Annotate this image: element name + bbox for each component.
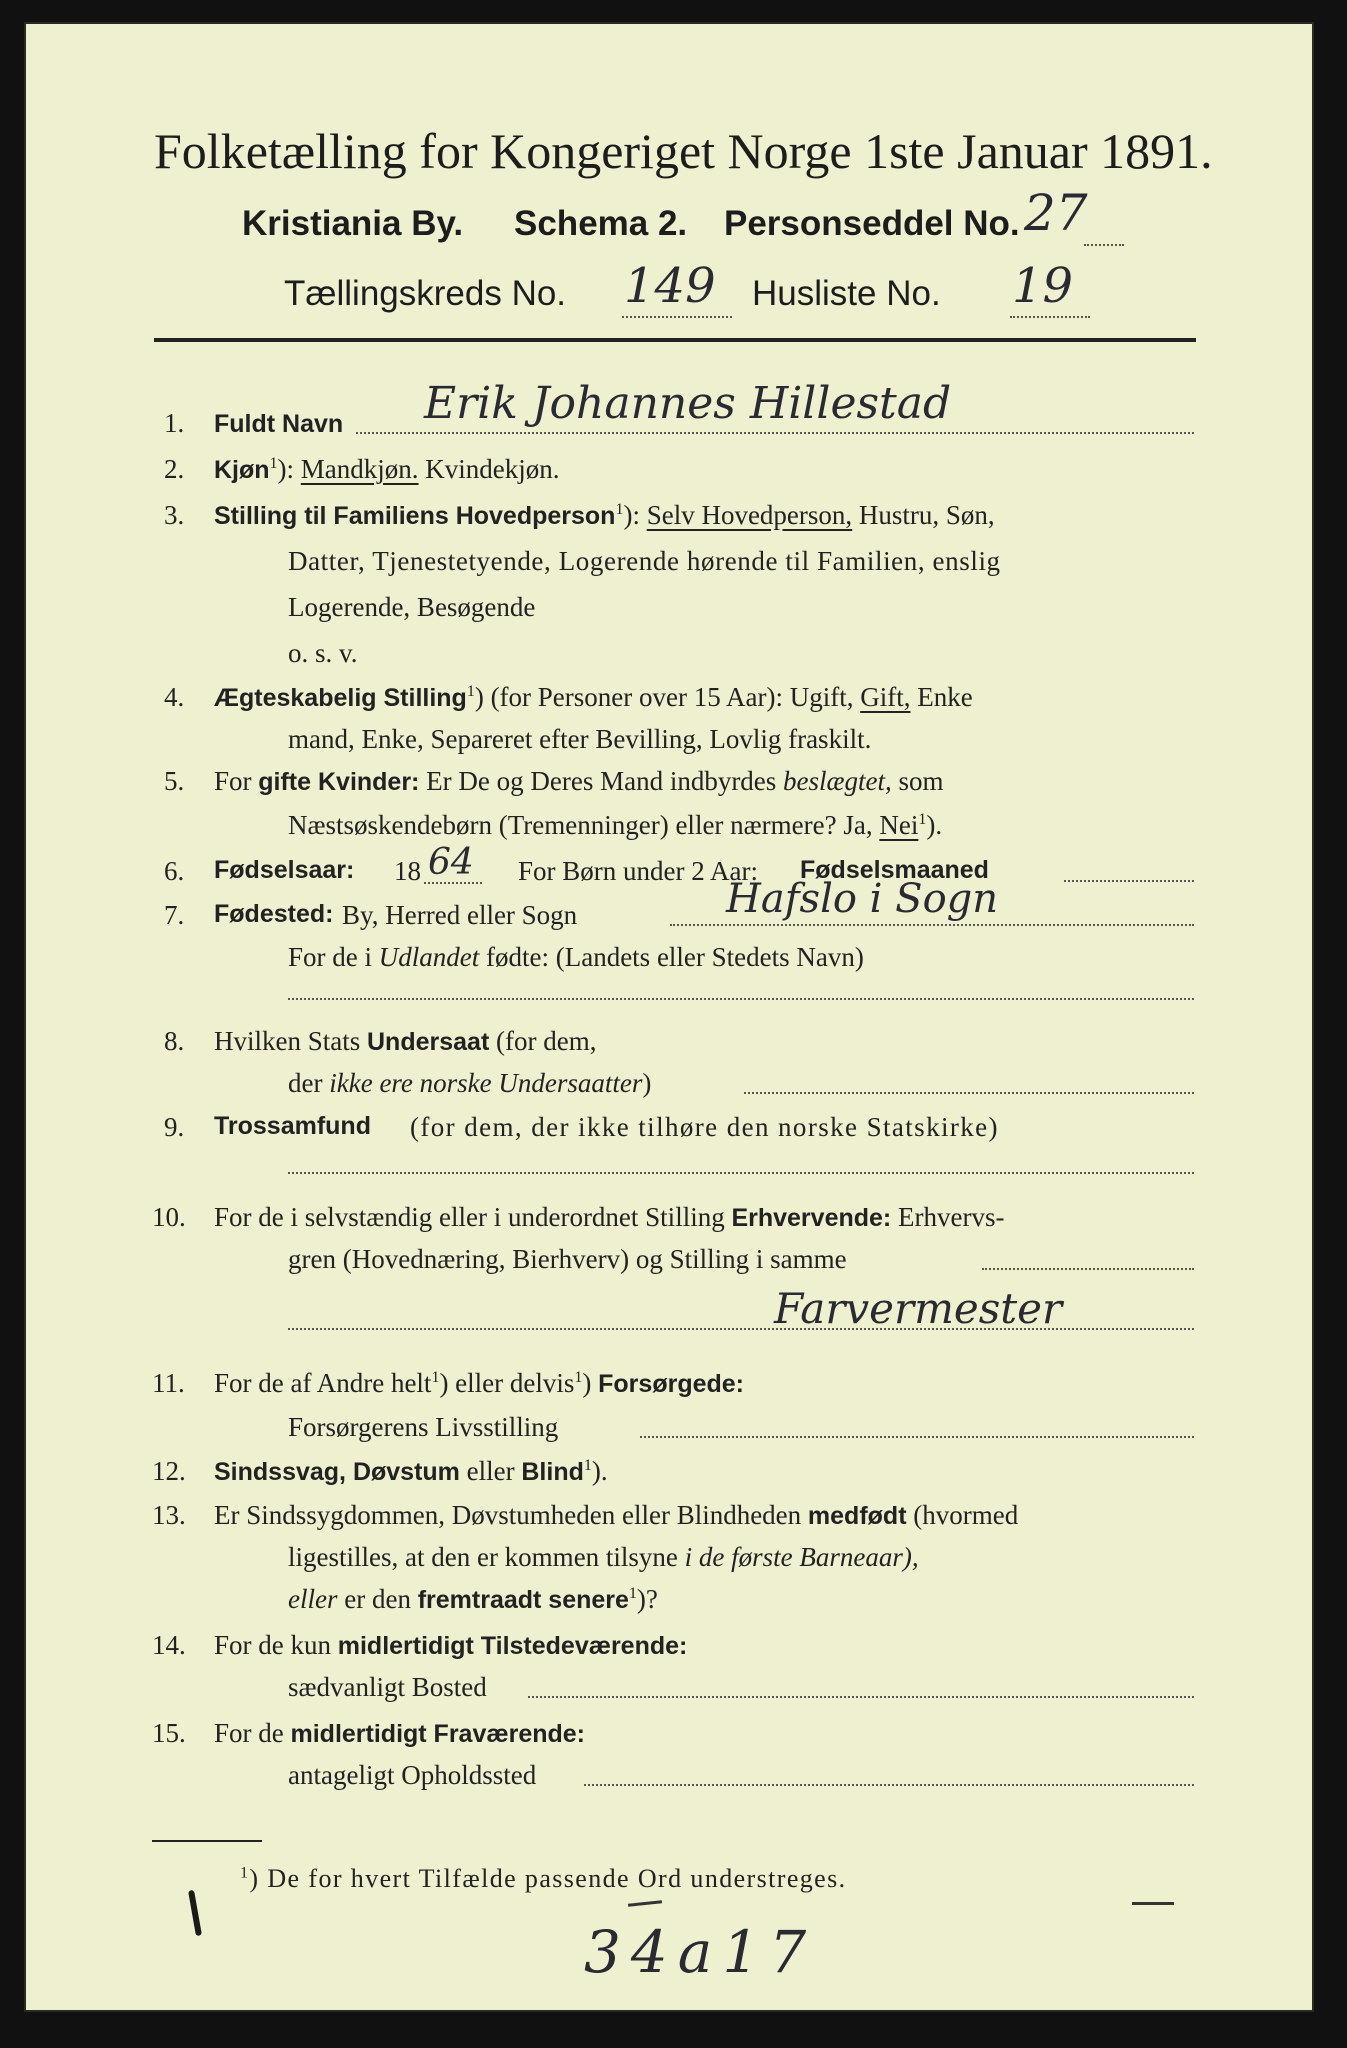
- footnote-ref: 1: [918, 811, 927, 828]
- item-7-foreign-pre: For de i: [288, 942, 372, 972]
- footnote: [240, 1864, 847, 1894]
- form-title: Folketælling for Kongeriget Norge 1ste Januar 1891.: [154, 123, 1213, 179]
- item-13-number: 13.: [152, 1500, 186, 1530]
- item-5-related: beslægtet,: [783, 766, 892, 796]
- birth-month-label: Fødselsmaaned: [800, 856, 989, 884]
- footnote-ref: 1: [615, 501, 624, 518]
- item-12-close: ).: [591, 1456, 608, 1486]
- sex-colon: ):: [277, 454, 295, 484]
- item-8-post: (for dem,: [496, 1026, 597, 1056]
- item-13-pre: Er Sindssygdommen, Døvstumheden eller Blindheden: [214, 1500, 802, 1530]
- item-7-line-2: [288, 942, 864, 973]
- item-5-close: ).: [926, 810, 943, 840]
- footnote-sup: 1: [240, 1864, 250, 1882]
- item-13-or: eller: [288, 1584, 338, 1614]
- item-2-number: 2.: [164, 454, 185, 484]
- item-8-close: ): [642, 1068, 652, 1098]
- header-rule: [154, 338, 1196, 342]
- husliste-label: Husliste No.: [752, 274, 941, 313]
- item-3-line-4: o. s. v.: [288, 638, 358, 668]
- item-3-line-1: [214, 500, 995, 531]
- family-position-label: Stilling til Familiens Hovedperson: [214, 502, 616, 530]
- family-position-head: Selv Hovedperson,: [646, 500, 853, 530]
- footnote-text: ) De for hvert Tilfælde passende Ord understreges.: [249, 1864, 847, 1893]
- item-10-number: 10.: [152, 1202, 186, 1232]
- item-14-number: 14.: [152, 1630, 186, 1660]
- pencil-mark-center: [628, 1900, 662, 1907]
- archive-number: 34a17: [584, 1918, 817, 1986]
- item-15-line-1: [214, 1718, 585, 1749]
- item-1-number: 1.: [164, 408, 185, 438]
- insane-deaf-label: Sindssvag, Døvstum: [214, 1458, 460, 1486]
- item-11-line-2: Forsørgerens Livsstilling: [288, 1412, 559, 1442]
- item-13-line-2: [288, 1542, 919, 1573]
- item-13-line-2-pre: ligestilles, at den er kommen tilsyne: [288, 1542, 678, 1572]
- item-5-end: som: [898, 766, 944, 796]
- item-7-foreign-post: fødte: (Landets eller Stedets Navn): [486, 942, 864, 972]
- footnote-ref: 1: [466, 683, 475, 700]
- item-8-pre: Hvilken Stats: [214, 1026, 361, 1056]
- item-15-pre: For de: [214, 1718, 284, 1748]
- sex-label: Kjøn: [214, 456, 270, 484]
- footnote-ref: 1: [431, 1369, 440, 1386]
- blind-label: Blind: [521, 1458, 584, 1486]
- item-8-line-1: [214, 1026, 596, 1057]
- item-9-number: 9.: [164, 1112, 185, 1142]
- marital-status-married: Gift,: [860, 682, 911, 712]
- full-name-answer: Erik Johannes Hillestad: [424, 378, 952, 429]
- married-women-label: gifte Kvinder:: [258, 768, 420, 796]
- footnote-ref: 1: [574, 1369, 583, 1386]
- marital-status-text: ) (for Personer over 15 Aar): Ugift,: [474, 682, 854, 712]
- item-3-line-2: Datter, Tjenestetyende, Logerende hørende til Familien, enslig: [288, 546, 1001, 576]
- footnote-ref: 1: [583, 1457, 592, 1474]
- schema-label: Schema 2.: [514, 204, 688, 243]
- city-label: Kristiania By.: [242, 204, 464, 243]
- supported-label: Forsørgede:: [598, 1370, 744, 1398]
- citizenship-label: Undersaat: [367, 1028, 490, 1056]
- temporarily-absent-label: midlertidigt Fraværende:: [290, 1720, 585, 1748]
- item-3-number: 3.: [164, 500, 185, 530]
- item-15-line-2: antageligt Opholdssted: [288, 1760, 537, 1790]
- item-13-close: )?: [636, 1584, 658, 1614]
- item-4-line-1: [214, 682, 973, 713]
- item-10-line-2: gren (Hovednæring, Bierhverv) og Stilling i samme: [288, 1244, 847, 1274]
- census-form: [24, 22, 1314, 2012]
- item-5-text: Er De og Deres Mand indbyrdes: [426, 766, 777, 796]
- item-5-line-1: [214, 766, 944, 797]
- item-8-line-2-pre: der: [288, 1068, 323, 1098]
- item-5-line-2: [288, 810, 942, 841]
- temporarily-present-label: midlertidigt Tilstedeværende:: [337, 1632, 688, 1660]
- family-position-other: Hustru, Søn,: [858, 500, 995, 530]
- family-position-colon: ):: [623, 500, 640, 530]
- item-4-line-2: mand, Enke, Separeret efter Bevilling, Lovlig fraskilt.: [288, 724, 872, 754]
- item-8-line-2: [288, 1068, 651, 1099]
- item-2-line: [214, 454, 560, 485]
- item-5-pre: For: [214, 766, 252, 796]
- pencil-mark-right: [1132, 1902, 1174, 1905]
- item-12-number: 12.: [152, 1456, 186, 1486]
- item-13-is: er den: [344, 1584, 411, 1614]
- birthplace-label: Fødested:: [214, 900, 334, 928]
- item-13-line-3: [288, 1584, 658, 1615]
- pencil-mark-left: [188, 1890, 202, 1936]
- item-10-pre: For de i selvstændig eller i underordnet Stilling: [214, 1202, 725, 1232]
- later-onset-label: fremtraadt senere: [417, 1586, 629, 1614]
- item-8-foreign: ikke ere norske Undersaatter: [329, 1068, 643, 1098]
- religion-label: Trossamfund: [214, 1112, 371, 1140]
- birth-year-label: Fødselsaar:: [214, 856, 355, 884]
- item-7-foreign: Udlandet: [378, 942, 480, 972]
- item-8-number: 8.: [164, 1026, 185, 1056]
- item-13-line-1: [214, 1500, 1018, 1531]
- item-12-mid: eller: [466, 1456, 515, 1486]
- item-5-question: Næstsøskendebørn (Tremenninger) eller nærmere? Ja,: [288, 810, 873, 840]
- birth-year-prefix: 18: [394, 856, 421, 886]
- item-5-number: 5.: [164, 766, 185, 796]
- item-11-pre: For de af Andre helt: [214, 1368, 432, 1398]
- personseddel-number: 27: [1024, 184, 1088, 242]
- item-14-pre: For de kun: [214, 1630, 331, 1660]
- marital-status-label: Ægteskabelig Stilling: [214, 684, 467, 712]
- item-10-post: Erhvervs-: [898, 1202, 1005, 1232]
- item-14-line-2: sædvanligt Bosted: [288, 1672, 487, 1702]
- occupation-label: Erhvervende:: [731, 1204, 892, 1232]
- footnote-ref: 1: [269, 455, 278, 472]
- personseddel-label: Personseddel No.: [724, 204, 1020, 243]
- birthplace-answer: Hafslo i Sogn: [726, 876, 999, 922]
- birthplace-text: By, Herred eller Sogn: [342, 900, 578, 930]
- item-13-childhood: i de første Barneaar),: [684, 1542, 919, 1572]
- item-13-post: (hvormed: [913, 1500, 1019, 1530]
- item-12-line: [214, 1456, 608, 1487]
- occupation-answer: Farvermester: [774, 1284, 1063, 1333]
- marital-status-widower: Enke: [917, 682, 973, 712]
- item-3-line-3: Logerende, Besøgende: [288, 592, 536, 622]
- sex-option-female: Kvindekjøn.: [425, 454, 560, 484]
- footnote-ref: 1: [628, 1585, 637, 1602]
- kreds-label: Tællingskreds No.: [284, 274, 567, 313]
- item-14-line-1: [214, 1630, 687, 1661]
- item-11-line-1: [214, 1368, 744, 1399]
- husliste-number: 19: [1012, 258, 1074, 314]
- birth-year-answer: 64: [428, 842, 474, 883]
- item-6-number: 6.: [164, 856, 185, 886]
- congenital-label: medfødt: [807, 1502, 907, 1530]
- religion-text: (for dem, der ikke tilhøre den norske Statskirke): [410, 1112, 999, 1142]
- item-11-mid: ) eller delvis: [439, 1368, 575, 1398]
- item-7-number: 7.: [164, 900, 185, 930]
- item-15-number: 15.: [152, 1718, 186, 1748]
- item-11-mid2: ): [582, 1368, 592, 1398]
- footnote-rule: [152, 1840, 262, 1842]
- full-name-label: Fuldt Navn: [214, 410, 344, 438]
- item-4-number: 4.: [164, 682, 185, 712]
- kreds-number: 149: [624, 258, 716, 314]
- item-10-line-1: [214, 1202, 1004, 1233]
- item-11-number: 11.: [152, 1368, 185, 1398]
- item-5-answer-no: Nei: [879, 810, 919, 840]
- sex-option-male: Mandkjøn.: [300, 454, 419, 484]
- birth-month-text: For Børn under 2 Aar:: [518, 856, 758, 886]
